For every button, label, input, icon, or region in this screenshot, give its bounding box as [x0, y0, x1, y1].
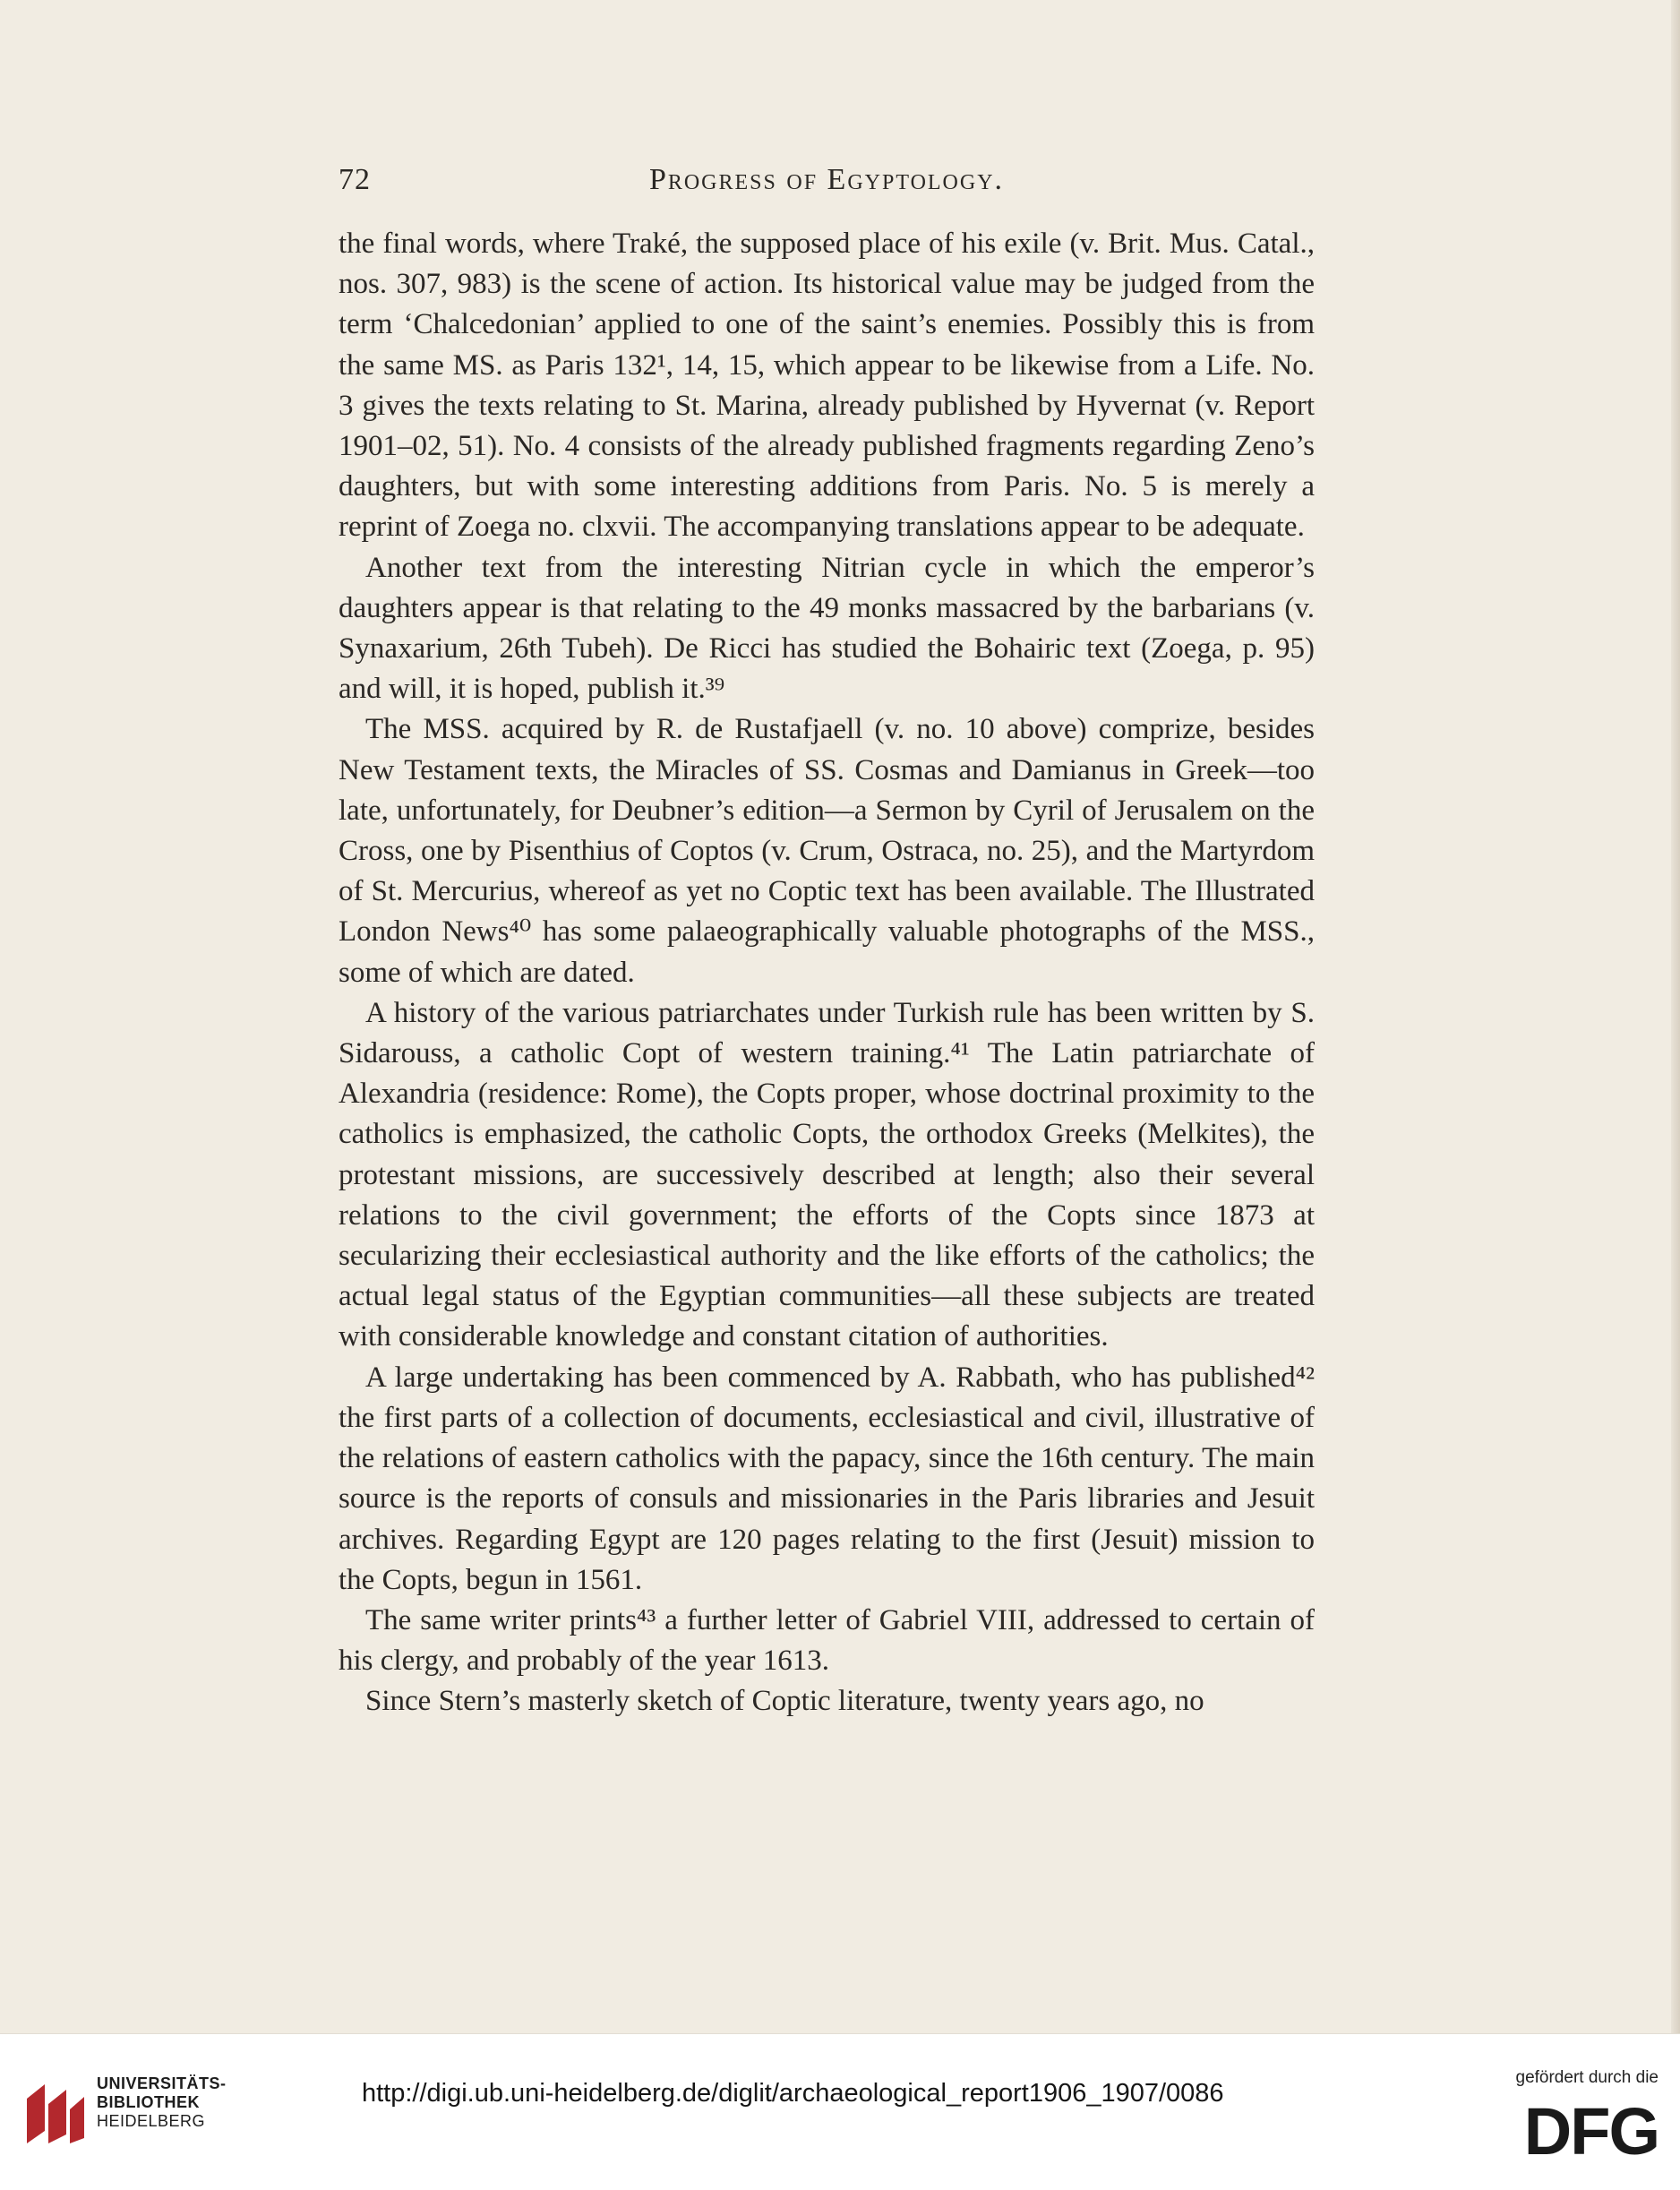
- paragraph: Another text from the interesting Nitrian cycle in which the emperor’s daughters appear is that relating to the 49 monks massacred by the barbarians (v. Synaxarium, 26th Tubeh). De Ricci has studied the Bohairic text (Zoega, p. 95) and will, it is hoped, publish it.³⁹: [339, 551, 1315, 706]
- sponsor-caption: gefördert durch die: [1515, 2068, 1659, 2087]
- page-number: 72: [339, 163, 371, 196]
- institution-name: UNIVERSITÄTS- BIBLIOTHEK HEIDELBERG: [97, 2074, 227, 2130]
- dfg-logo: DFG: [1523, 2094, 1659, 2169]
- page-edge: [1671, 0, 1680, 2033]
- paragraph: Since Stern’s masterly sketch of Coptic literature, twenty years ago, no: [365, 1685, 1204, 1718]
- digitization-footer: [0, 2033, 1680, 2190]
- university-library-logo-icon: [18, 2072, 90, 2154]
- source-url-link[interactable]: http://digi.ub.uni-heidelberg.de/diglit/archaeological_report1906_1907/0086: [362, 2079, 1224, 2108]
- paragraph: A large undertaking has been commenced by A. Rabbath, who has published⁴² the first parts of a collection of documents, ecclesiastical and civil, illustrative of the relations of eastern catholics with the papacy, since the 16th century. The main source is the reports of consuls and missionaries in the Paris libraries and Jesuit archives. Regarding Egypt are 120 pages relating to the first (Jesuit) mission to the Copts, begun in 1561.: [339, 1361, 1315, 1596]
- running-title: Progress of Egyptology.: [648, 163, 1005, 196]
- paragraph: A history of the various patriarchates under Turkish rule has been written by S. Sidarouss, a catholic Copt of western training.⁴¹ The Latin patriarchate of Alexandria (residence: Rome), the Copts proper, whose doctrinal proximity to the catholics is emphasized, the catholic Copts, the orthodox Greeks (Melkites), the protestant missions, are successively described at length; also their several relations to the civil government; the efforts of the Copts since 1873 at secularizing their ecclesiastical authority and the like efforts of the catholics; the actual legal status of the Egyptian communities—all these subjects are treated with considerable knowledge and constant citation of authorities.: [339, 996, 1315, 1353]
- paragraph: The same writer prints⁴³ a further letter of Gabriel VIII, addressed to certain of his clergy, and probably of the year 1613.: [339, 1603, 1315, 1678]
- body-text: [339, 224, 1315, 1722]
- paragraph: the final words, where Traké, the supposed place of his exile (v. Brit. Mus. Catal., nos. 307, 983) is the scene of action. Its historical value may be judged from the term ‘Chalcedonian’ applied to one of the saint’s enemies. Possibly this is from the same MS. as Paris 132¹, 14, 15, which appear to be likewise from a Life. No. 3 gives the texts relating to St. Marina, already published by Hyvernat (v. Report 1901–02, 51). No. 4 consists of the already published fragments regarding Zeno’s daughters, but with some interesting additions from Paris. No. 5 is merely a reprint of Zoega no. clxvii. The accompanying translations appear to be adequate.: [339, 228, 1315, 544]
- paragraph: The MSS. acquired by R. de Rustafjaell (v. no. 10 above) comprize, besides New Testament texts, the Miracles of SS. Cosmas and Damianus in Greek—too late, unfortunately, for Deubner’s edition—a Sermon by Cyril of Jerusalem on the Cross, one by Pisenthius of Coptos (v. Crum, Ostraca, no. 25), and the Martyrdom of St. Mercurius, whereof as yet no Coptic text has been available. The Illustrated London News⁴⁰ has some palaeographically valuable photographs of the MSS., some of which are dated.: [339, 713, 1315, 989]
